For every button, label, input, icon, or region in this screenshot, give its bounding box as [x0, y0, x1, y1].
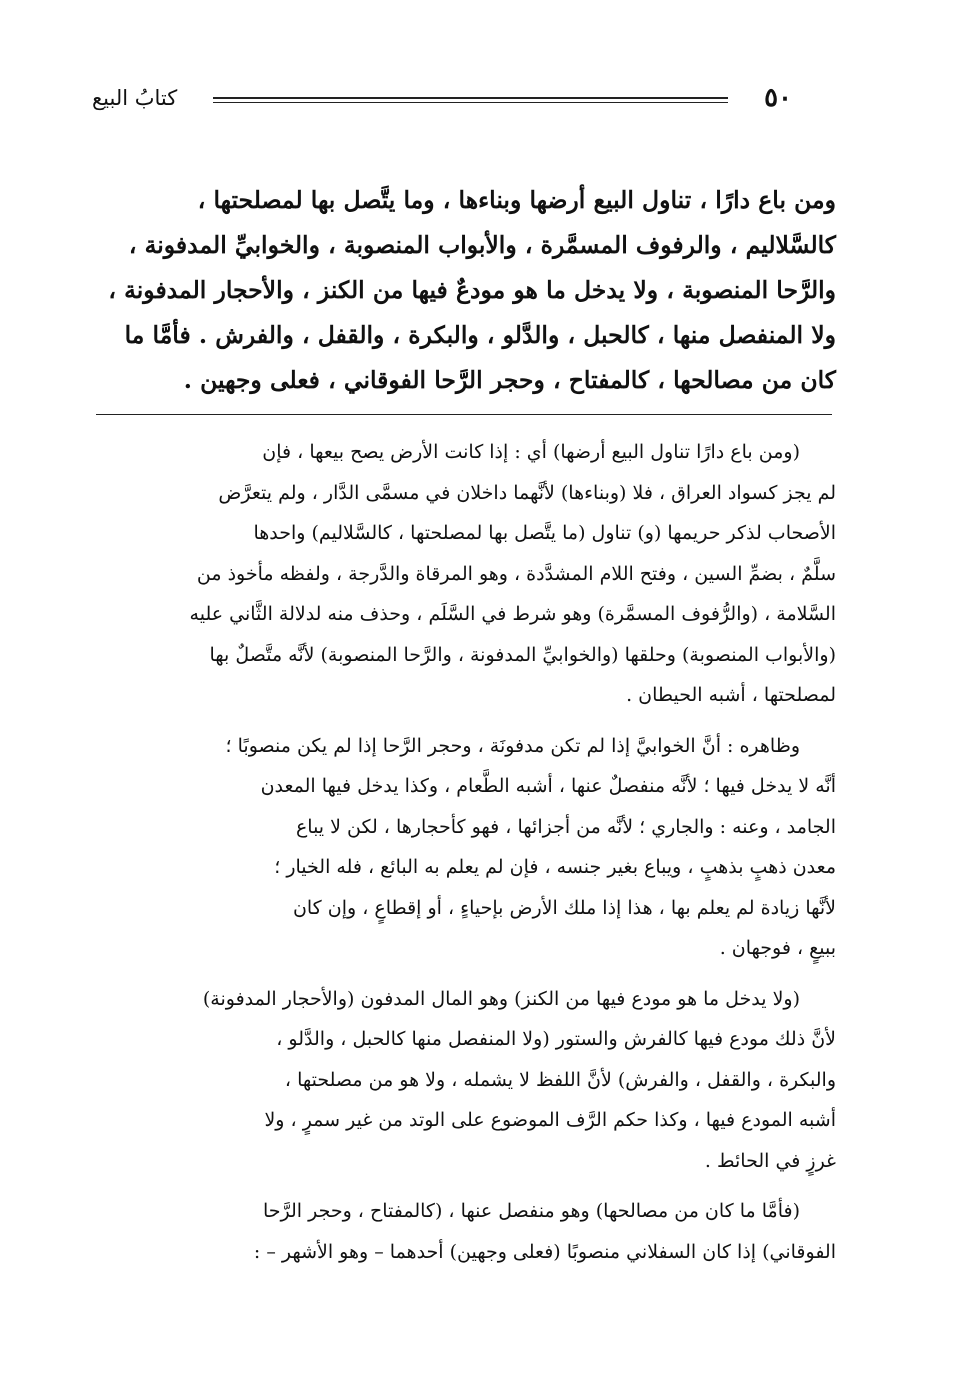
matn-line: والرَّحا المنصوبة ، ولا يدخل ما هو مودعٌ فيها من الكنز ، والأحجار المدفونة ،	[108, 276, 836, 304]
matn-line: ولا المنفصل منها ، كالحبل ، والدَّلو ، والبكرة ، والقفل ، والفرش . فأمَّا ما	[124, 321, 836, 349]
sharh-line: الأصحاب لذكر حريمها (و) تناول (ما يتَّصل بها لمصلحتها ، كالسَّلاليم) واحدها	[253, 522, 836, 544]
sharh-commentary	[96, 432, 836, 1282]
sharh-line: السَّلامة ، (والرُّفوف المسمَّرة) وهو شرط في السَّلَم ، وحذف منه لدلالة الثَّاني عليه	[189, 603, 836, 625]
sharh-line: (فأمَّا ما كان من مصالحها) وهو منفصل عنها ، (كالمفتاح ، وحجر الرَّحا	[262, 1200, 800, 1222]
sharh-line: أشبه المودع فيها ، وكذا حكم الرَّف الموضوع على الوتد من غير سمرٍ ، ولا	[264, 1109, 836, 1131]
sharh-paragraph	[96, 726, 836, 969]
matn-divider	[96, 414, 832, 415]
sharh-paragraph	[96, 979, 836, 1182]
sharh-line: أنَّه لا يدخل فيها ؛ لأنَّه منفصلٌ عنها ، أشبه الطَّعام ، وكذا يدخل فيها المعدن	[260, 775, 836, 797]
sharh-line: وظاهره : أنَّ الخوابيَّ إذا لم تكن مدفونَة ، وحجر الرَّحا إذا لم يكن منصوبًا ؛	[225, 734, 800, 757]
sharh-line: لم يجز كسواد العراق ، فلا (وبناءها) لأنَّهما داخلان في مسمَّى الدَّار ، ولم يتعرَّض	[218, 481, 836, 504]
header-rule	[213, 97, 728, 99]
sharh-paragraph	[96, 1191, 836, 1272]
sharh-line: غرزٍ في الحائط .	[704, 1149, 836, 1172]
sharh-line: ببيعٍ ، فوجهان .	[719, 937, 836, 959]
sharh-line: سلَّمٌ ، بضمِّ السين ، وفتح اللام المشدَّدة ، وهو المرقاة والدَّرجة ، ولفظه مأخوذ من	[196, 562, 836, 585]
page-header	[92, 78, 792, 118]
sharh-line: (ومن باع دارًا تناول البيع أرضها) أي : إذا كانت الأرض يصح بيعها ، فإن	[262, 441, 800, 463]
sharh-line: الجامد ، وعنه : والجاري ؛ لأنَّه من أجزائها ، فهو كأحجارها ، لكن لا يباع	[295, 815, 836, 838]
matn-text	[96, 178, 836, 403]
sharh-line: لأنَّ ذلك مودع فيها كالفرش والستور (ولا المنفصل منها كالحبل ، والدَّلو ،	[276, 1028, 836, 1050]
matn-line: كالسَّلاليم ، والرفوف المسمَّرة ، والأبواب المنصوبة ، والخوابيِّ المدفونة ،	[128, 231, 836, 259]
page-number: ٥٠	[764, 83, 792, 113]
sharh-line: لمصلحتها ، أشبه الحيطان .	[626, 684, 836, 706]
sharh-line: (والأبواب المنصوبة) وحلقها (والخوابيِّ المدفونة ، والرَّحا المنصوبة) لأنَّه متَّصلٌ بها	[209, 643, 836, 666]
book-title: كتابُ البيع	[92, 86, 178, 110]
matn-line: ومن باع دارًا ، تناول البيع أرضها وبناءها ، وما يتَّصل بها لمصلحتها ،	[197, 186, 836, 214]
sharh-line: الفوقاني) إذا كان السفلاني منصوبًا (فعلى وجهين) أحدهما – وهو الأشهر – :	[253, 1240, 836, 1263]
sharh-line: (ولا يدخل ما هو مودع فيها من الكنز) وهو المال المدفون (والأحجار المدفونة)	[202, 987, 800, 1010]
sharh-line: معدن ذهبٍ بذهبٍ ، ويباع بغير جنسه ، فإن لم يعلم به البائع ، فله الخيار ؛	[274, 856, 836, 878]
sharh-line: والبكرة ، والقفل ، والفرش) لأنَّ اللفظ لا يشمله ، ولا هو من مصلحتها ،	[284, 1068, 836, 1091]
sharh-line: لأنَّها زيادة لم يعلم بها ، هذا إذا ملك الأرض بإحياءٍ ، أو إقطاعٍ ، وإن كان	[292, 896, 836, 919]
sharh-paragraph	[96, 432, 836, 716]
matn-line: كان من مصالحها ، كالمفتاح ، وحجر الرَّحا الفوقاني ، فعلى وجهين .	[183, 366, 836, 394]
